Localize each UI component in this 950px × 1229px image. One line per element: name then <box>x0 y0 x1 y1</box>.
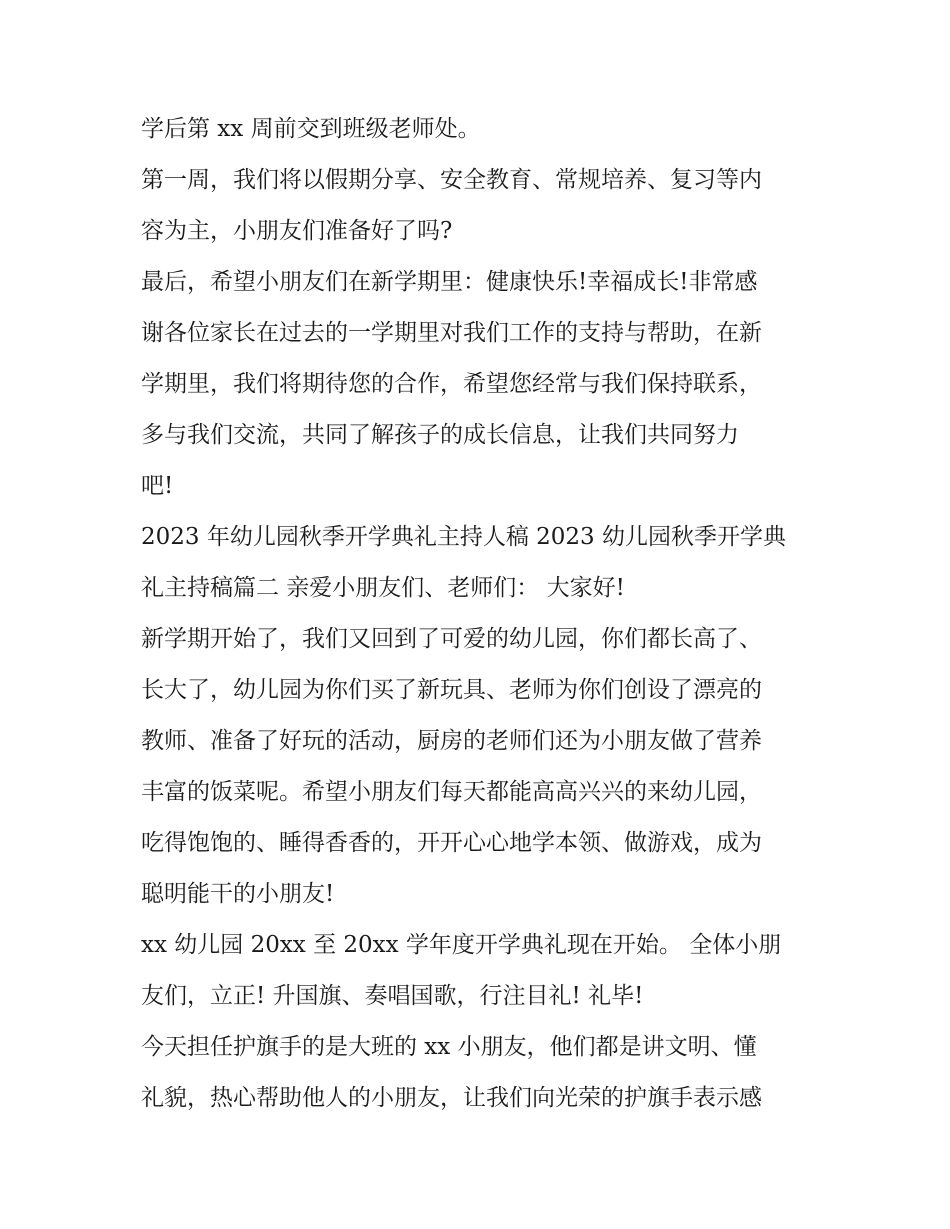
text-line: 长大了，幼儿园为你们买了新玩具、老师为你们创设了漂亮的 <box>141 677 762 703</box>
text-line: 第一周，我们将以假期分享、安全教育、常规培养、复习等内 <box>141 167 762 193</box>
text-line: 多与我们交流，共同了解孩子的成长信息，让我们共同努力 <box>141 422 739 448</box>
text-line: 教师、准备了好玩的活动，厨房的老师们还为小朋友做了营养 <box>141 728 762 754</box>
text-line: 丰富的饭菜呢。希望小朋友们每天都能高高兴兴的来幼儿园， <box>141 779 762 805</box>
text-line: 礼主持稿篇二 亲爱小朋友们、老师们： 大家好! <box>141 575 625 601</box>
text-line: 2023 年幼儿园秋季开学典礼主持人稿 2023 幼儿园秋季开学典 <box>141 524 786 550</box>
text-line: 吧! <box>141 473 174 499</box>
text-line: 吃得饱饱的、睡得香香的，开开心心地学本领、做游戏，成为 <box>141 830 762 856</box>
text-line: xx 幼儿园 20xx 至 20xx 学年度开学典礼现在开始。 全体小朋 <box>141 932 782 958</box>
text-line: 聪明能干的小朋友! <box>141 881 335 907</box>
text-line: 今天担任护旗手的是大班的 xx 小朋友，他们都是讲文明、懂 <box>141 1034 757 1060</box>
text-line: 学后第 xx 周前交到班级老师处。 <box>141 116 481 142</box>
text-line: 谢各位家长在过去的一学期里对我们工作的支持与帮助，在新 <box>141 320 762 346</box>
text-line: 友们，立正! 升国旗、奏唱国歌，行注目礼! 礼毕! <box>141 983 644 1009</box>
text-line: 容为主，小朋友们准备好了吗? <box>141 218 453 244</box>
text-line: 学期里，我们将期待您的合作，希望您经常与我们保持联系， <box>141 371 762 397</box>
body-text <box>141 104 821 1124</box>
text-line: 最后，希望小朋友们在新学期里：健康快乐!幸福成长!非常感 <box>141 269 758 295</box>
text-line: 新学期开始了，我们又回到了可爱的幼儿园，你们都长高了、 <box>141 626 762 652</box>
text-line: 礼貌，热心帮助他人的小朋友，让我们向光荣的护旗手表示感 <box>141 1085 762 1111</box>
